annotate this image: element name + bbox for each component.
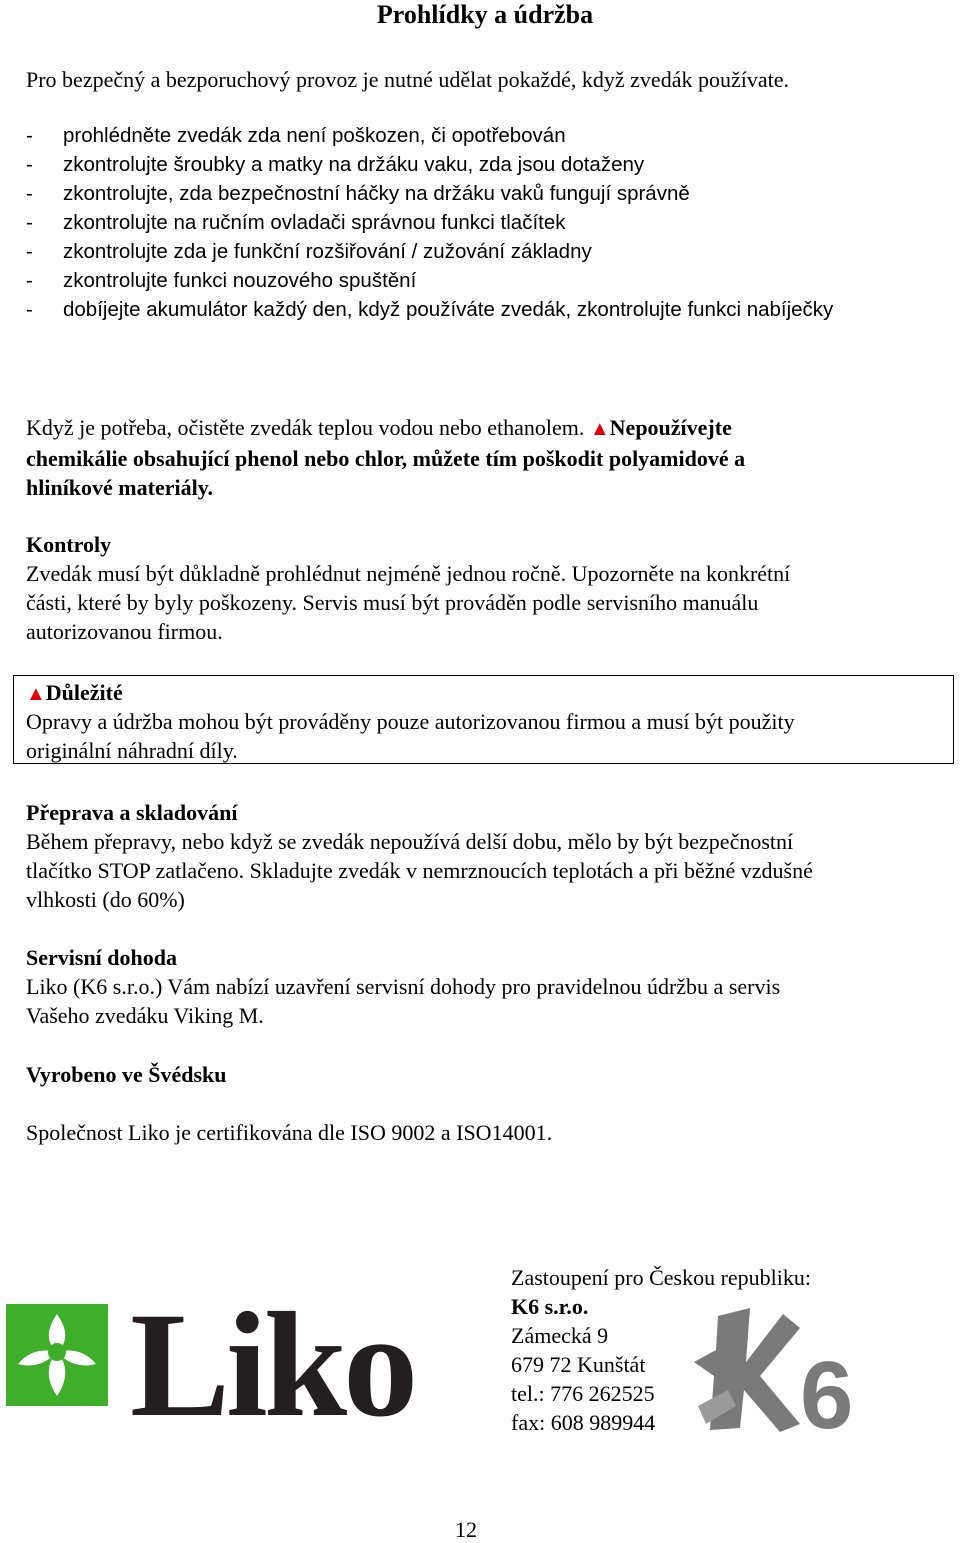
contact-fax: fax: 608 989944: [511, 1410, 656, 1435]
contact-street: Zámecká 9: [511, 1323, 609, 1348]
paragraph-line: originální náhradní díly.: [26, 738, 238, 763]
liko-mark-icon: [6, 1304, 108, 1406]
cleaning-section: [26, 413, 745, 502]
paragraph-line: Během přepravy, nebo když se zvedák nepoužívá delší dobu, mělo by být bezpečnostní: [26, 829, 794, 854]
k6-logo: [688, 1306, 898, 1436]
transport-section: [26, 798, 813, 914]
warning-triangle-icon: ▲: [26, 683, 46, 705]
section-heading: Přeprava a skladování: [26, 800, 238, 825]
important-heading: ▲Důležité: [26, 680, 123, 705]
contact-phone: tel.: 776 262525: [511, 1381, 655, 1406]
iso-certification: Společnost Liko je certifikována dle ISO 9002 a ISO14001.: [26, 1120, 553, 1145]
paragraph-line: Vašeho zvedáku Viking M.: [26, 1003, 264, 1028]
made-in-heading: Vyrobeno ve Švédsku: [26, 1062, 227, 1087]
contact-city: 679 72 Kunštát: [511, 1352, 646, 1377]
section-heading: Servisní dohoda: [26, 945, 177, 970]
paragraph-line: tlačítko STOP zatlačeno. Skladujte zvedák v nemrznoucích teplotách a při běžné vzdušné: [26, 858, 813, 883]
section-heading: Kontroly: [26, 532, 112, 557]
k6-mark-icon: [694, 1308, 800, 1432]
paragraph-line: části, které by byly poškozeny. Servis musí být prováděn podle servisního manuálu: [26, 590, 759, 615]
service-section: [26, 943, 780, 1030]
inspections-section: [26, 530, 790, 646]
page-title: Prohlídky a údržba: [376, 0, 594, 29]
warning-text: hliníkové materiály.: [26, 475, 213, 500]
paragraph-line: Zvedák musí být důkladně prohlédnut nejméně jednou ročně. Upozorněte na konkrétní: [26, 561, 791, 586]
warning-triangle-icon: ▲: [589, 418, 610, 440]
warning-text: Nepoužívejte: [609, 415, 732, 440]
paragraph-line: Liko (K6 s.r.o.) Vám nabízí uzavření servisní dohody pro pravidelnou údržbu a servis: [26, 974, 781, 999]
cleaning-text: Když je potřeba, očistěte zvedák teplou vodou nebo ethanolem.: [26, 415, 585, 440]
page-number: 12: [455, 1517, 477, 1542]
paragraph-line: autorizovanou firmou.: [26, 619, 223, 644]
liko-logo: [6, 1290, 446, 1420]
contact-label: Zastoupení pro Českou republiku:: [511, 1265, 812, 1290]
paragraph-line: vlhkosti (do 60%): [26, 887, 185, 912]
important-body: [26, 707, 795, 765]
liko-wordmark: Liko: [130, 1290, 415, 1420]
contact-company: K6 s.r.o.: [511, 1294, 589, 1319]
intro-text: Pro bezpečný a bezporuchový provoz je nutné udělat pokaždé, když zvedák používate.: [26, 67, 789, 92]
k6-wordmark: 6: [800, 1342, 854, 1436]
warning-text: chemikálie obsahující phenol nebo chlor, můžete tím poškodit polyamidové a: [26, 446, 746, 471]
paragraph-line: Opravy a údržba mohou být prováděny pouze autorizovanou firmou a musí být použity: [26, 709, 795, 734]
